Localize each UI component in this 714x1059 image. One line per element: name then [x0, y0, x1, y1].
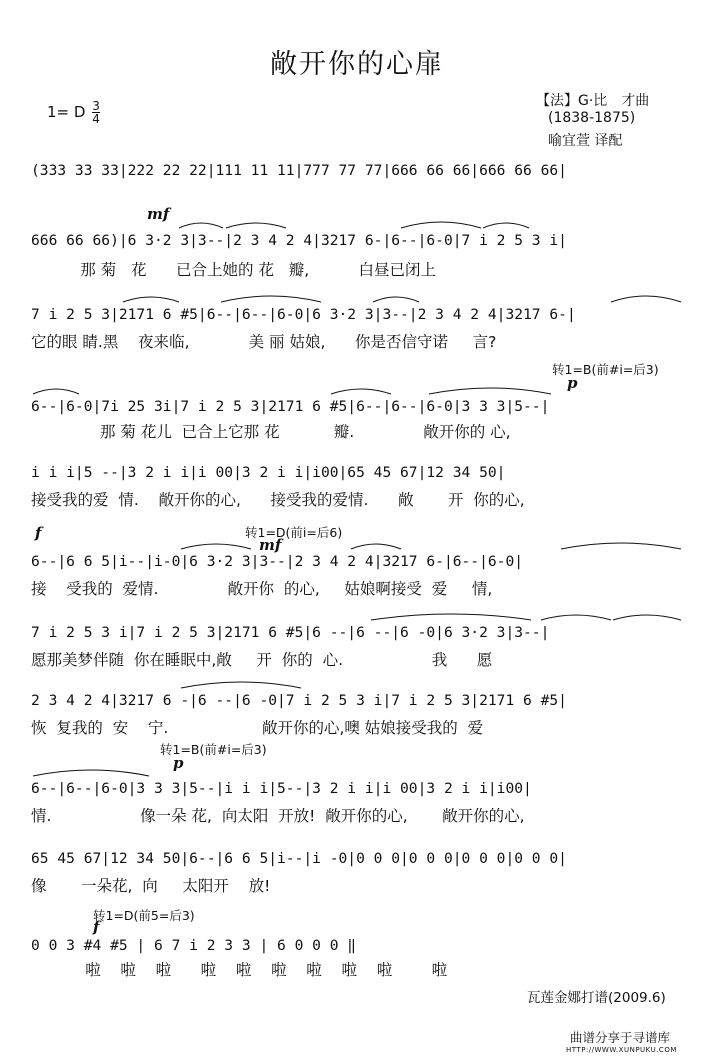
lyric-line: 接受我的爱 情. 敞开你的心, 接受我的爱情. 敞 开 你的心, — [31, 491, 525, 509]
dynamic-f: f — [93, 918, 100, 936]
time-bottom: 4 — [92, 112, 100, 126]
notation-line: 65 45 67|12 34 50|6--|6 6 5|i--|i -0|0 0 0|0 0 0|0 0 0|0 0 0| — [31, 849, 567, 867]
notation-line: 666 66 66)|6 3·2 3|3--|2 3 4 2 4|3217 6-|6--|6-0|7 i 2 5 3 i| — [31, 231, 567, 249]
notation-line: 6--|6--|6-0|3 3 3|5--|i i i|5--|3 2 i i|i 00|3 2 i i|i00| — [31, 779, 532, 797]
source-url[interactable]: HTTP://WWW.XUNPUKU.COM — [566, 1046, 677, 1054]
lyric-line: 接 受我的 爱情. 敞开你 的心, 姑娘啊接受 爱 情, — [31, 580, 493, 598]
composer-years: (1838-1875) — [548, 110, 636, 126]
modulation-note: 转1=B(前#i=后3) — [160, 742, 267, 757]
notation-line: (333 33 33|222 22 22|111 11 11|777 77 77|666 66 66|666 66 66| — [31, 161, 567, 179]
notation-line: i i i|5 --|3 2 i i|i 00|3 2 i i|i00|65 45 67|12 34 50| — [31, 463, 506, 481]
lyric-line: 它的眼 睛.黑 夜来临, 美 丽 姑娘, 你是否信守诺 言? — [31, 333, 497, 351]
notation-line: 0 0 3 #4 #5 | 6 7 i 2 3 3 | 6 0 0 0 ‖ — [31, 936, 357, 954]
modulation-note: 转1=D(前i=后6) — [245, 525, 343, 540]
modulation-note: 转1=B(前#i=后3) — [552, 362, 659, 377]
lyric-line: 那 菊 花儿 已合上它那 花 瓣. 敞开你的 心, — [31, 423, 511, 441]
key-label: 1= D — [47, 103, 86, 121]
notation-line: 7 i 2 5 3 i|7 i 2 5 3|2171 6 #5|6 --|6 --|6 -0|6 3·2 3|3--| — [31, 623, 550, 641]
lyric-line: 那 菊 花 已合上她的 花 瓣, 白昼已闭上 — [31, 261, 436, 279]
source-note: 曲谱分享于寻谱库 — [570, 1030, 671, 1045]
time-top: 3 — [92, 99, 100, 113]
dynamic-p: p — [173, 754, 184, 772]
lyric-line: 愿那美梦伴随 你在睡眠中,敞 开 你的 心. 我 愿 — [31, 651, 493, 669]
arranger-credit: 喻宜萱 译配 — [548, 133, 623, 149]
notation-line: 6--|6-0|7i 25 3i|7 i 2 5 3|2171 6 #5|6--|6--|6-0|3 3 3|5--| — [31, 397, 550, 415]
lyric-line: 啦 啦 啦 啦 啦 啦 啦 啦 啦 啦 — [31, 961, 448, 979]
key-signature — [47, 100, 100, 125]
transcriber-credit: 瓦莲金娜打谱(2009.6) — [527, 990, 666, 1006]
lyric-line: 情. 像一朵 花, 向太阳 开放! 敞开你的心, 敞开你的心, — [31, 807, 525, 825]
dynamic-mf: mf — [147, 205, 170, 223]
dynamic-mf: mf — [259, 536, 282, 554]
lyric-line: 像 一朵花, 向 太阳开 放! — [31, 877, 271, 895]
dynamic-f: f — [35, 524, 42, 542]
song-title: 敞开你的心扉 — [270, 49, 444, 80]
lyric-line: 恢 复我的 安 宁. 敞开你的心,噢 姑娘接受我的 爱 — [31, 719, 484, 737]
dynamic-p: p — [567, 374, 578, 392]
time-signature — [92, 100, 100, 125]
notation-line: 7 i 2 5 3|2171 6 #5|6--|6--|6-0|6 3·2 3|3--|2 3 4 2 4|3217 6-| — [31, 305, 576, 323]
notation-line: 2 3 4 2 4|3217 6 -|6 --|6 -0|7 i 2 5 3 i|7 i 2 5 3|2171 6 #5| — [31, 691, 567, 709]
modulation-note: 转1=D(前5=后3) — [93, 908, 195, 923]
composer-credit: 【法】G·比 才曲 — [536, 93, 650, 109]
notation-line: 6--|6 6 5|i--|i-0|6 3·2 3|3--|2 3 4 2 4|3217 6-|6--|6-0| — [31, 552, 524, 570]
